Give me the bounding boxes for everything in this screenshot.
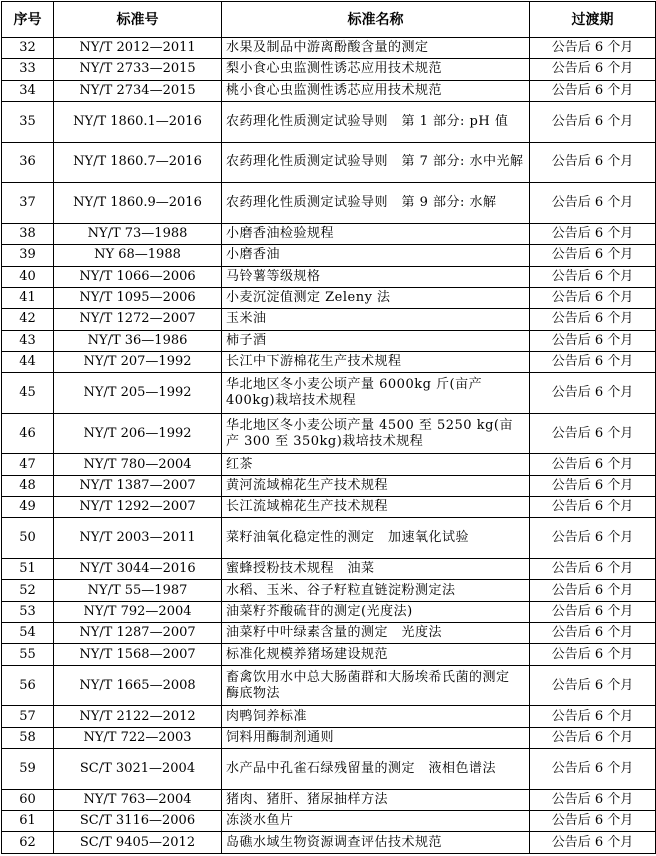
row-standard-code: NY/T 792—2004	[54, 601, 222, 622]
table-row	[2, 601, 656, 622]
row-standard-name: 菜籽油氧化稳定性的测定 加速氧化试验	[222, 518, 530, 559]
row-transition-period: 公告后 6 个月	[530, 727, 656, 748]
header-no: 序号	[2, 2, 54, 38]
row-number: 53	[2, 601, 54, 622]
row-transition-period: 公告后 6 个月	[530, 413, 656, 454]
table-row	[2, 80, 656, 101]
row-standard-name: 肉鸭饲养标准	[222, 706, 530, 727]
table-row	[2, 309, 656, 330]
row-standard-name: 红茶	[222, 454, 530, 475]
row-transition-period: 公告后 6 个月	[530, 749, 656, 790]
table-row	[2, 351, 656, 372]
row-number: 40	[2, 266, 54, 287]
row-transition-period: 公告后 6 个月	[530, 183, 656, 224]
row-transition-period: 公告后 6 个月	[530, 266, 656, 287]
table-row	[2, 59, 656, 80]
row-number: 41	[2, 287, 54, 308]
table-row	[2, 266, 656, 287]
row-transition-period: 公告后 6 个月	[530, 330, 656, 351]
row-number: 37	[2, 183, 54, 224]
table-row	[2, 559, 656, 580]
row-transition-period: 公告后 6 个月	[530, 644, 656, 665]
row-number: 61	[2, 811, 54, 832]
row-standard-name: 小磨香油	[222, 245, 530, 266]
row-standard-code: SC/T 9405—2012	[54, 832, 222, 854]
row-transition-period: 公告后 6 个月	[530, 309, 656, 330]
row-number: 51	[2, 559, 54, 580]
row-standard-code: NY/T 36—1986	[54, 330, 222, 351]
row-number: 59	[2, 749, 54, 790]
row-number: 60	[2, 789, 54, 810]
row-standard-code: NY/T 205—1992	[54, 373, 222, 414]
row-standard-code: NY/T 1665—2008	[54, 665, 222, 706]
row-number: 62	[2, 832, 54, 854]
row-number: 44	[2, 351, 54, 372]
row-standard-code: SC/T 3021—2004	[54, 749, 222, 790]
row-standard-name: 华北地区冬小麦公顷产量 4500 至 5250 kg(亩产 300 至 350kg)栽培技术规程	[222, 413, 530, 454]
row-standard-code: NY/T 55—1987	[54, 580, 222, 601]
row-transition-period: 公告后 6 个月	[530, 601, 656, 622]
table-row	[2, 623, 656, 644]
standards-table	[1, 1, 656, 854]
row-number: 46	[2, 413, 54, 454]
row-transition-period: 公告后 6 个月	[530, 223, 656, 244]
table-row	[2, 38, 656, 59]
row-transition-period: 公告后 6 个月	[530, 832, 656, 854]
header-period: 过渡期	[530, 2, 656, 38]
row-number: 38	[2, 223, 54, 244]
row-standard-code: NY/T 1287—2007	[54, 623, 222, 644]
row-number: 34	[2, 80, 54, 101]
row-standard-code: NY/T 1860.7—2016	[54, 142, 222, 183]
table-row	[2, 518, 656, 559]
table-row	[2, 706, 656, 727]
row-transition-period: 公告后 6 个月	[530, 142, 656, 183]
row-number: 54	[2, 623, 54, 644]
row-standard-code: NY/T 1095—2006	[54, 287, 222, 308]
row-standard-code: NY/T 1568—2007	[54, 644, 222, 665]
row-transition-period: 公告后 6 个月	[530, 351, 656, 372]
row-number: 52	[2, 580, 54, 601]
row-transition-period: 公告后 6 个月	[530, 497, 656, 518]
row-standard-code: NY/T 1860.1—2016	[54, 101, 222, 142]
row-number: 42	[2, 309, 54, 330]
table-header-row	[2, 2, 656, 38]
row-transition-period: 公告后 6 个月	[530, 454, 656, 475]
row-standard-name: 玉米油	[222, 309, 530, 330]
row-standard-name: 马铃薯等级规格	[222, 266, 530, 287]
row-transition-period: 公告后 6 个月	[530, 518, 656, 559]
row-standard-name: 标准化规模养猪场建设规范	[222, 644, 530, 665]
table-row	[2, 142, 656, 183]
row-standard-code: NY/T 780—2004	[54, 454, 222, 475]
row-standard-code: NY/T 2734—2015	[54, 80, 222, 101]
row-transition-period: 公告后 6 个月	[530, 706, 656, 727]
header-code: 标准号	[54, 2, 222, 38]
row-standard-code: NY/T 73—1988	[54, 223, 222, 244]
row-number: 48	[2, 475, 54, 496]
row-number: 39	[2, 245, 54, 266]
row-standard-name: 畜禽饮用水中总大肠菌群和大肠埃希氏菌的测定 酶底物法	[222, 665, 530, 706]
row-standard-name: 长江流域棉花生产技术规程	[222, 497, 530, 518]
row-number: 47	[2, 454, 54, 475]
row-standard-code: NY/T 763—2004	[54, 789, 222, 810]
row-transition-period: 公告后 6 个月	[530, 373, 656, 414]
row-number: 32	[2, 38, 54, 59]
row-standard-name: 蜜蜂授粉技术规程 油菜	[222, 559, 530, 580]
row-standard-code: NY/T 3044—2016	[54, 559, 222, 580]
row-number: 56	[2, 665, 54, 706]
table-row	[2, 497, 656, 518]
row-number: 43	[2, 330, 54, 351]
row-number: 35	[2, 101, 54, 142]
row-number: 36	[2, 142, 54, 183]
header-name: 标准名称	[222, 2, 530, 38]
row-standard-name: 黄河流域棉花生产技术规程	[222, 475, 530, 496]
row-standard-code: NY/T 722—2003	[54, 727, 222, 748]
row-transition-period: 公告后 6 个月	[530, 665, 656, 706]
row-transition-period: 公告后 6 个月	[530, 287, 656, 308]
row-standard-code: NY/T 1387—2007	[54, 475, 222, 496]
table-row	[2, 330, 656, 351]
table-row	[2, 580, 656, 601]
row-standard-name: 水产品中孔雀石绿残留量的测定 液相色谱法	[222, 749, 530, 790]
row-transition-period: 公告后 6 个月	[530, 101, 656, 142]
table-row	[2, 832, 656, 854]
table-row	[2, 373, 656, 414]
row-standard-name: 华北地区冬小麦公顷产量 6000kg 斤(亩产 400kg)栽培技术规程	[222, 373, 530, 414]
row-transition-period: 公告后 6 个月	[530, 245, 656, 266]
row-standard-name: 梨小食心虫监测性诱芯应用技术规范	[222, 59, 530, 80]
row-standard-code: NY/T 2122—2012	[54, 706, 222, 727]
row-number: 49	[2, 497, 54, 518]
row-standard-code: NY/T 2012—2011	[54, 38, 222, 59]
row-standard-code: NY/T 2733—2015	[54, 59, 222, 80]
table-row	[2, 454, 656, 475]
row-number: 50	[2, 518, 54, 559]
row-standard-name: 小磨香油检验规程	[222, 223, 530, 244]
row-standard-name: 小麦沉淀值测定 Zeleny 法	[222, 287, 530, 308]
row-transition-period: 公告后 6 个月	[530, 59, 656, 80]
row-standard-name: 水稻、玉米、谷子籽粒直链淀粉测定法	[222, 580, 530, 601]
row-standard-code: NY/T 206—1992	[54, 413, 222, 454]
row-standard-code: NY/T 1272—2007	[54, 309, 222, 330]
table-row	[2, 245, 656, 266]
row-standard-name: 油菜籽中叶绿素含量的测定 光度法	[222, 623, 530, 644]
row-transition-period: 公告后 6 个月	[530, 623, 656, 644]
table-row	[2, 644, 656, 665]
row-standard-name: 农药理化性质测定试验导则 第 1 部分: pH 值	[222, 101, 530, 142]
row-standard-name: 长江中下游棉花生产技术规程	[222, 351, 530, 372]
row-standard-code: NY/T 1292—2007	[54, 497, 222, 518]
row-number: 58	[2, 727, 54, 748]
row-transition-period: 公告后 6 个月	[530, 80, 656, 101]
table-row	[2, 223, 656, 244]
table-row	[2, 287, 656, 308]
row-standard-code: NY 68—1988	[54, 245, 222, 266]
row-number: 45	[2, 373, 54, 414]
row-standard-name: 油菜籽芥酸硫苷的测定(光度法)	[222, 601, 530, 622]
row-number: 33	[2, 59, 54, 80]
row-standard-code: SC/T 3116—2006	[54, 811, 222, 832]
row-standard-code: NY/T 1860.9—2016	[54, 183, 222, 224]
row-number: 55	[2, 644, 54, 665]
row-standard-name: 饲料用酶制剂通则	[222, 727, 530, 748]
table-row	[2, 183, 656, 224]
row-standard-name: 岛礁水域生物资源调查评估技术规范	[222, 832, 530, 854]
row-standard-name: 桃小食心虫监测性诱芯应用技术规范	[222, 80, 530, 101]
table-row	[2, 727, 656, 748]
table-row	[2, 665, 656, 706]
table-row	[2, 749, 656, 790]
row-transition-period: 公告后 6 个月	[530, 475, 656, 496]
table-row	[2, 413, 656, 454]
row-transition-period: 公告后 6 个月	[530, 811, 656, 832]
row-standard-code: NY/T 2003—2011	[54, 518, 222, 559]
row-transition-period: 公告后 6 个月	[530, 559, 656, 580]
row-standard-name: 水果及制品中游离酚酸含量的测定	[222, 38, 530, 59]
row-standard-name: 农药理化性质测定试验导则 第 9 部分: 水解	[222, 183, 530, 224]
table-row	[2, 101, 656, 142]
row-transition-period: 公告后 6 个月	[530, 38, 656, 59]
row-standard-code: NY/T 207—1992	[54, 351, 222, 372]
row-standard-name: 农药理化性质测定试验导则 第 7 部分: 水中光解	[222, 142, 530, 183]
row-standard-code: NY/T 1066—2006	[54, 266, 222, 287]
table-row	[2, 811, 656, 832]
table-body	[2, 38, 656, 854]
row-standard-name: 冻淡水鱼片	[222, 811, 530, 832]
row-standard-name: 柿子酒	[222, 330, 530, 351]
row-transition-period: 公告后 6 个月	[530, 580, 656, 601]
row-transition-period: 公告后 6 个月	[530, 789, 656, 810]
table-row	[2, 475, 656, 496]
table-row	[2, 789, 656, 810]
row-number: 57	[2, 706, 54, 727]
row-standard-name: 猪肉、猪肝、猪尿抽样方法	[222, 789, 530, 810]
